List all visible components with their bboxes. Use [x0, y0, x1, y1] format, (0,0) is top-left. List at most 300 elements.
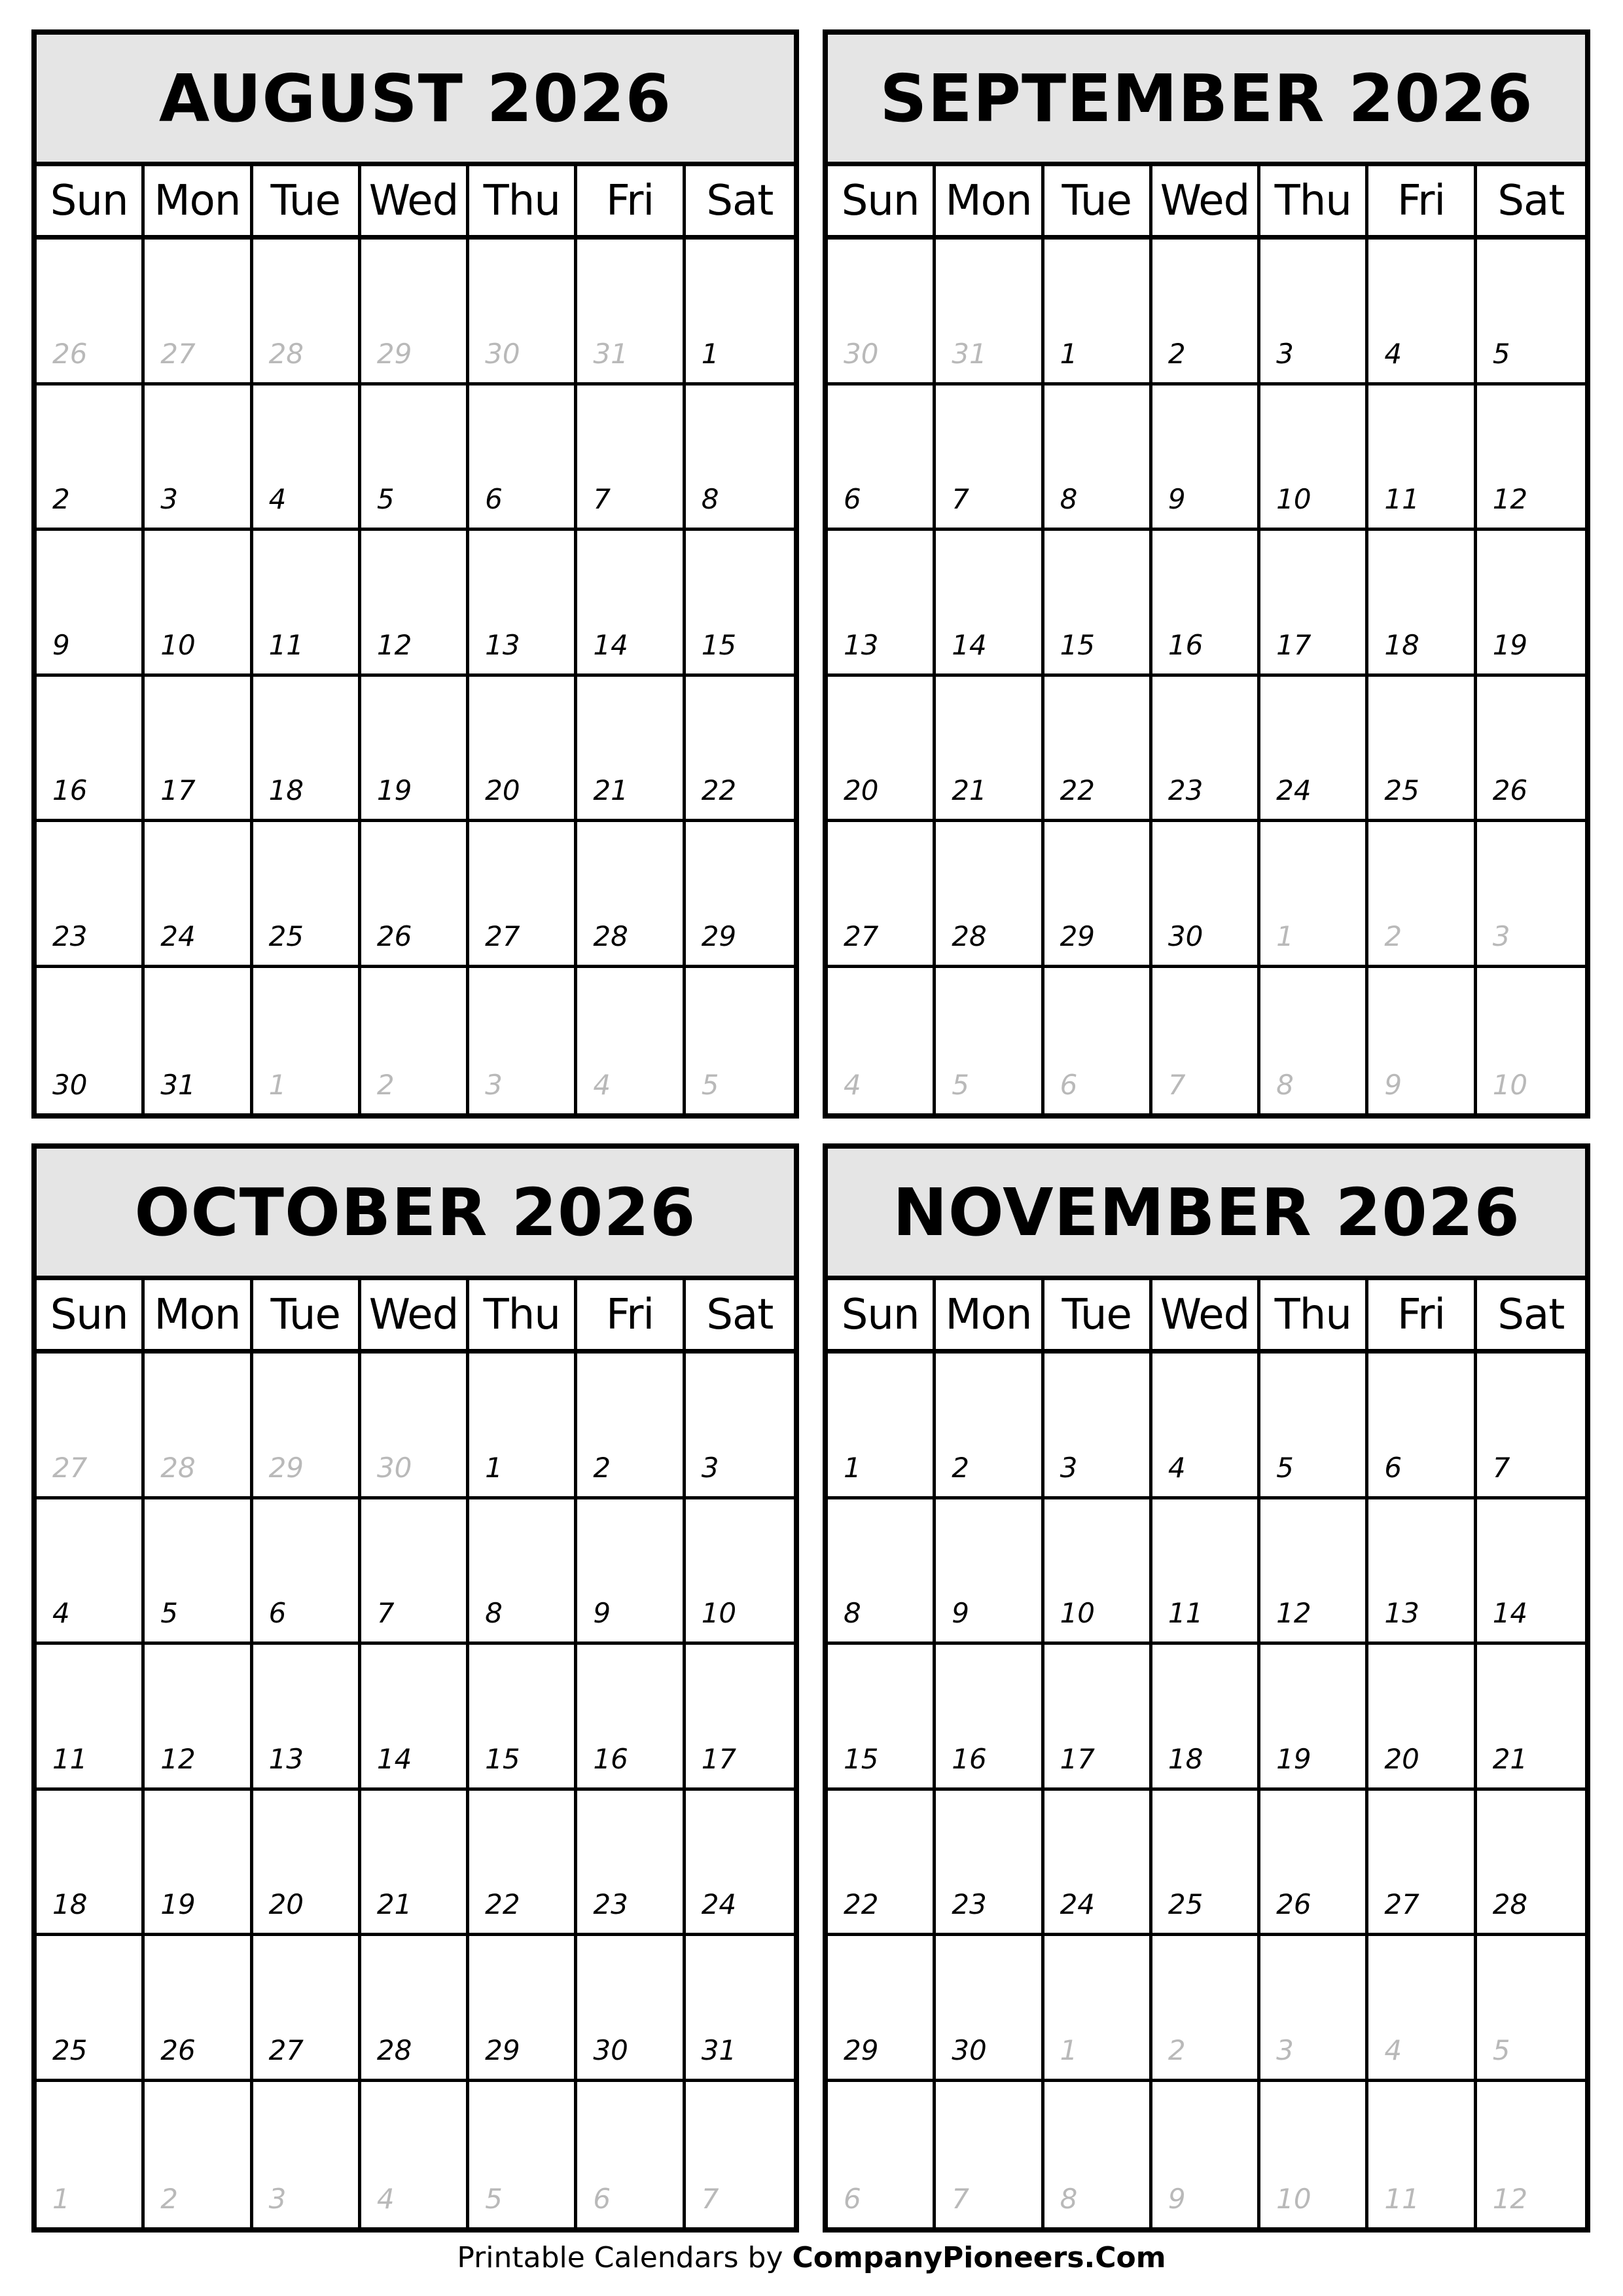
day-cell	[469, 531, 577, 677]
day-number: 31	[952, 337, 987, 370]
day-number: 3	[701, 1451, 719, 1484]
calendar-september	[823, 29, 1590, 1119]
day-cell	[469, 1645, 577, 1791]
day-cell-other-month	[253, 1354, 361, 1499]
day-cell	[577, 822, 685, 968]
day-cell	[1368, 1354, 1476, 1499]
day-number: 18	[1384, 628, 1419, 661]
day-cell	[1152, 1499, 1260, 1645]
month-title: OCTOBER 2026	[37, 1149, 794, 1280]
day-cell	[1368, 531, 1476, 677]
day-cell	[253, 822, 361, 968]
day-number: 28	[160, 1451, 196, 1484]
day-cell-other-month	[145, 2082, 253, 2228]
day-number: 16	[952, 1742, 987, 1775]
day-number: 1	[52, 2183, 70, 2215]
day-cell-other-month	[1477, 968, 1585, 1114]
day-number: 2	[160, 2183, 179, 2215]
day-cell	[253, 1791, 361, 1937]
day-cell	[1260, 1791, 1368, 1937]
day-number: 3	[160, 483, 179, 515]
day-cell	[1368, 1645, 1476, 1791]
day-number: 29	[701, 920, 737, 952]
day-number: 5	[1276, 1451, 1294, 1484]
day-number: 18	[52, 1888, 88, 1920]
day-cell-other-month	[145, 1354, 253, 1499]
day-number: 17	[1060, 1742, 1096, 1775]
day-cell	[37, 1936, 145, 2082]
day-cell-other-month	[1368, 2082, 1476, 2228]
weekday-label: Wed	[361, 166, 469, 235]
day-number: 7	[376, 1597, 395, 1629]
day-number: 1	[1276, 920, 1294, 952]
day-cell-other-month	[361, 2082, 469, 2228]
day-cell	[145, 1645, 253, 1791]
day-number: 21	[376, 1888, 412, 1920]
day-number: 26	[376, 920, 412, 952]
day-number: 7	[952, 483, 970, 515]
day-cell	[1044, 240, 1152, 386]
day-number: 2	[593, 1451, 611, 1484]
day-cell-other-month	[828, 2082, 936, 2228]
day-cell	[361, 1499, 469, 1645]
day-number: 2	[952, 1451, 970, 1484]
month-title: SEPTEMBER 2026	[828, 35, 1585, 166]
day-cell	[1152, 386, 1260, 531]
day-cell	[577, 531, 685, 677]
day-number: 8	[844, 1597, 861, 1629]
day-number: 9	[1168, 2183, 1186, 2215]
day-cell	[469, 1354, 577, 1499]
day-cell	[1044, 386, 1152, 531]
day-cell-other-month	[1044, 1936, 1152, 2082]
day-number: 28	[952, 920, 987, 952]
day-cell	[37, 1499, 145, 1645]
day-cell-other-month	[577, 2082, 685, 2228]
day-number: 5	[952, 1069, 970, 1101]
day-number: 2	[52, 483, 70, 515]
day-cell	[828, 531, 936, 677]
day-number: 3	[1276, 337, 1294, 370]
day-number: 21	[952, 774, 987, 806]
day-number: 8	[1060, 483, 1078, 515]
day-number: 8	[1060, 2183, 1078, 2215]
day-number: 8	[701, 483, 719, 515]
day-number: 22	[844, 1888, 879, 1920]
weekday-label: Sat	[1497, 1290, 1565, 1339]
day-cell	[253, 677, 361, 823]
day-number: 5	[1492, 2034, 1510, 2066]
day-cell-other-month	[686, 2082, 794, 2228]
weekday-label: Wed	[1152, 1280, 1260, 1349]
day-grid	[37, 240, 794, 1113]
weekday-label: Thu	[469, 166, 577, 235]
weekday-header-row	[37, 166, 794, 240]
day-cell	[936, 677, 1044, 823]
month-title: NOVEMBER 2026	[828, 1149, 1585, 1280]
day-cell-other-month	[361, 968, 469, 1114]
day-number: 17	[1276, 628, 1311, 661]
day-cell	[686, 386, 794, 531]
day-cell	[1044, 1499, 1152, 1645]
day-number: 6	[485, 483, 503, 515]
day-cell	[686, 531, 794, 677]
day-cell	[1260, 240, 1368, 386]
day-cell-other-month	[361, 240, 469, 386]
day-cell-other-month	[828, 240, 936, 386]
day-cell	[253, 1645, 361, 1791]
day-number: 6	[593, 2183, 611, 2215]
day-cell-other-month	[361, 1354, 469, 1499]
day-cell	[361, 1645, 469, 1791]
day-cell	[1477, 677, 1585, 823]
day-number: 24	[701, 1888, 737, 1920]
day-number: 3	[1060, 1451, 1078, 1484]
day-number: 6	[844, 2183, 861, 2215]
day-cell	[1477, 1354, 1585, 1499]
day-number: 27	[844, 920, 879, 952]
day-number: 14	[952, 628, 987, 661]
day-number: 11	[268, 628, 304, 661]
day-number: 20	[485, 774, 520, 806]
day-number: 25	[1168, 1888, 1204, 1920]
day-cell-other-month	[37, 1354, 145, 1499]
day-cell	[1368, 1499, 1476, 1645]
day-cell	[1477, 1645, 1585, 1791]
day-number: 23	[52, 920, 88, 952]
calendar-august	[31, 29, 799, 1119]
day-number: 15	[1060, 628, 1096, 661]
day-number: 2	[376, 1069, 395, 1101]
day-cell-other-month	[1477, 1936, 1585, 2082]
day-cell	[361, 677, 469, 823]
day-cell-other-month	[577, 240, 685, 386]
day-cell-other-month	[1477, 822, 1585, 968]
day-cell	[686, 1791, 794, 1937]
day-number: 10	[160, 628, 196, 661]
day-number: 9	[1168, 483, 1186, 515]
day-cell	[1152, 531, 1260, 677]
day-cell-other-month	[1477, 2082, 1585, 2228]
day-cell	[361, 1936, 469, 2082]
day-cell-other-month	[828, 968, 936, 1114]
day-cell	[577, 386, 685, 531]
day-cell-other-month	[1368, 822, 1476, 968]
day-cell	[469, 1936, 577, 2082]
day-number: 30	[52, 1069, 88, 1101]
day-number: 27	[160, 337, 196, 370]
day-cell	[469, 1791, 577, 1937]
day-number: 12	[160, 1742, 196, 1775]
day-grid	[828, 1354, 1585, 2227]
day-number: 4	[1384, 337, 1402, 370]
weekday-header-row	[828, 166, 1585, 240]
day-cell	[1368, 677, 1476, 823]
day-number: 30	[376, 1451, 412, 1484]
day-number: 5	[376, 483, 395, 515]
day-number: 20	[268, 1888, 304, 1920]
day-number: 3	[1276, 2034, 1294, 2066]
day-cell	[1260, 1499, 1368, 1645]
day-cell	[37, 822, 145, 968]
day-cell-other-month	[1152, 968, 1260, 1114]
day-cell-other-month	[577, 968, 685, 1114]
day-cell	[361, 531, 469, 677]
weekday-label: Tue	[253, 166, 361, 235]
day-number: 5	[160, 1597, 179, 1629]
day-number: 9	[1384, 1069, 1402, 1101]
day-number: 11	[1168, 1597, 1204, 1629]
day-number: 7	[593, 483, 611, 515]
day-number: 6	[268, 1597, 287, 1629]
day-cell	[145, 822, 253, 968]
day-cell	[145, 968, 253, 1114]
day-cell	[1260, 677, 1368, 823]
day-cell-other-month	[1260, 968, 1368, 1114]
day-number: 10	[1276, 483, 1311, 515]
day-number: 29	[376, 337, 412, 370]
weekday-label: Thu	[1260, 1280, 1368, 1349]
month-title: AUGUST 2026	[37, 35, 794, 166]
day-number: 27	[1384, 1888, 1419, 1920]
day-number: 26	[160, 2034, 196, 2066]
weekday-label: Tue	[1044, 1280, 1152, 1349]
day-number: 12	[1276, 1597, 1311, 1629]
day-cell	[828, 677, 936, 823]
day-cell	[469, 1499, 577, 1645]
day-cell	[1152, 1354, 1260, 1499]
day-cell	[145, 1936, 253, 2082]
weekday-label: Mon	[145, 1280, 253, 1349]
day-cell-other-month	[469, 968, 577, 1114]
day-number: 30	[844, 337, 879, 370]
day-number: 13	[485, 628, 520, 661]
day-number: 28	[376, 2034, 412, 2066]
day-cell	[1152, 1791, 1260, 1937]
day-number: 10	[701, 1597, 737, 1629]
day-number: 25	[52, 2034, 88, 2066]
day-cell	[1260, 386, 1368, 531]
day-number: 24	[1276, 774, 1311, 806]
footer-brand-link[interactable]: CompanyPioneers.Com	[792, 2241, 1166, 2274]
day-number: 27	[52, 1451, 88, 1484]
calendar-november	[823, 1143, 1590, 2233]
day-number: 4	[1384, 2034, 1402, 2066]
day-cell-other-month	[1152, 2082, 1260, 2228]
day-cell-other-month	[1152, 1936, 1260, 2082]
day-cell	[361, 1791, 469, 1937]
day-number: 8	[1276, 1069, 1294, 1101]
day-cell-other-month	[1044, 2082, 1152, 2228]
day-number: 11	[1384, 483, 1419, 515]
day-number: 29	[268, 1451, 304, 1484]
day-cell-other-month	[469, 240, 577, 386]
day-number: 10	[1060, 1597, 1096, 1629]
day-cell	[686, 1499, 794, 1645]
day-cell	[577, 1936, 685, 2082]
day-number: 1	[268, 1069, 287, 1101]
day-cell-other-month	[253, 968, 361, 1114]
day-cell	[1044, 1791, 1152, 1937]
day-cell-other-month	[1260, 1936, 1368, 2082]
day-cell	[1152, 240, 1260, 386]
day-number: 10	[1276, 2183, 1311, 2215]
day-cell	[145, 1499, 253, 1645]
day-cell	[469, 822, 577, 968]
weekday-label: Fri	[1368, 1280, 1476, 1349]
day-cell-other-month	[253, 240, 361, 386]
day-cell	[1044, 1354, 1152, 1499]
day-number: 1	[1060, 2034, 1078, 2066]
day-number: 13	[844, 628, 879, 661]
day-number: 22	[485, 1888, 520, 1920]
day-number: 9	[952, 1597, 970, 1629]
weekday-label: Tue	[1044, 166, 1152, 235]
day-cell	[686, 1645, 794, 1791]
day-cell-other-month	[253, 2082, 361, 2228]
day-cell	[1044, 822, 1152, 968]
weekday-header-row	[37, 1280, 794, 1354]
day-number: 3	[485, 1069, 503, 1101]
weekday-header-row	[828, 1280, 1585, 1354]
footer-credit	[0, 2241, 1623, 2274]
day-number: 28	[593, 920, 628, 952]
day-number: 26	[1492, 774, 1528, 806]
day-cell	[145, 531, 253, 677]
weekday-label: Thu	[469, 1280, 577, 1349]
day-cell-other-month	[686, 968, 794, 1114]
day-cell	[37, 386, 145, 531]
day-cell	[469, 386, 577, 531]
day-cell-other-month	[936, 240, 1044, 386]
weekday-label: Mon	[936, 1280, 1044, 1349]
day-number: 17	[160, 774, 196, 806]
day-cell	[577, 1354, 685, 1499]
day-number: 31	[701, 2034, 737, 2066]
day-number: 21	[593, 774, 628, 806]
day-cell	[1477, 531, 1585, 677]
day-cell	[1477, 386, 1585, 531]
day-cell-other-month	[936, 2082, 1044, 2228]
day-cell	[253, 386, 361, 531]
day-cell	[253, 1936, 361, 2082]
day-cell-other-month	[37, 240, 145, 386]
day-cell	[577, 677, 685, 823]
day-cell	[936, 1936, 1044, 2082]
day-cell-other-month	[1260, 822, 1368, 968]
day-number: 30	[593, 2034, 628, 2066]
day-cell	[936, 1354, 1044, 1499]
weekday-label: Sun	[828, 1280, 936, 1349]
day-number: 20	[844, 774, 879, 806]
day-number: 9	[593, 1597, 611, 1629]
day-number: 2	[1168, 337, 1186, 370]
day-number: 3	[1492, 920, 1510, 952]
day-number: 13	[1384, 1597, 1419, 1629]
day-cell	[145, 1791, 253, 1937]
weekday-label: Fri	[577, 166, 685, 235]
weekday-label: Sun	[828, 166, 936, 235]
day-cell	[37, 968, 145, 1114]
day-cell	[1477, 240, 1585, 386]
day-number: 6	[844, 483, 861, 515]
day-cell	[37, 677, 145, 823]
day-number: 25	[1384, 774, 1419, 806]
footer-prefix: Printable Calendars by	[457, 2241, 793, 2274]
weekday-label: Sun	[37, 1280, 145, 1349]
day-cell	[1368, 386, 1476, 531]
day-number: 28	[268, 337, 304, 370]
day-number: 12	[1492, 2183, 1528, 2215]
day-number: 28	[1492, 1888, 1528, 1920]
day-cell-other-month	[469, 2082, 577, 2228]
day-cell	[253, 531, 361, 677]
day-number: 11	[1384, 2183, 1419, 2215]
day-number: 13	[268, 1742, 304, 1775]
weekday-label: Fri	[1368, 166, 1476, 235]
day-number: 9	[52, 628, 70, 661]
day-number: 23	[1168, 774, 1204, 806]
weekday-label: Fri	[577, 1280, 685, 1349]
day-cell	[1044, 677, 1152, 823]
day-cell	[1477, 1499, 1585, 1645]
day-number: 4	[844, 1069, 861, 1101]
day-number: 7	[1492, 1451, 1510, 1484]
day-cell	[253, 1499, 361, 1645]
day-number: 22	[1060, 774, 1096, 806]
day-number: 16	[1168, 628, 1204, 661]
day-number: 26	[1276, 1888, 1311, 1920]
day-number: 19	[376, 774, 412, 806]
day-number: 4	[593, 1069, 611, 1101]
day-number: 14	[376, 1742, 412, 1775]
day-cell-other-month	[37, 2082, 145, 2228]
day-number: 19	[1492, 628, 1528, 661]
day-cell	[828, 1499, 936, 1645]
day-number: 1	[1060, 337, 1078, 370]
day-number: 6	[1060, 1069, 1078, 1101]
day-cell	[936, 1791, 1044, 1937]
day-number: 1	[485, 1451, 503, 1484]
day-cell	[37, 1791, 145, 1937]
weekday-label: Sat	[706, 176, 774, 225]
day-number: 2	[1384, 920, 1402, 952]
day-number: 15	[844, 1742, 879, 1775]
day-number: 17	[701, 1742, 737, 1775]
day-cell-other-month	[1368, 968, 1476, 1114]
day-cell	[577, 1645, 685, 1791]
day-number: 3	[268, 2183, 287, 2215]
day-number: 14	[593, 628, 628, 661]
day-number: 10	[1492, 1069, 1528, 1101]
day-number: 24	[1060, 1888, 1096, 1920]
day-cell	[828, 386, 936, 531]
day-number: 8	[485, 1597, 503, 1629]
weekday-label: Thu	[1260, 166, 1368, 235]
day-grid	[828, 240, 1585, 1113]
day-cell	[1260, 1645, 1368, 1791]
day-cell	[936, 386, 1044, 531]
day-cell	[828, 822, 936, 968]
day-number: 1	[844, 1451, 861, 1484]
day-number: 30	[485, 337, 520, 370]
day-number: 30	[1168, 920, 1204, 952]
day-number: 29	[485, 2034, 520, 2066]
day-cell	[828, 1645, 936, 1791]
weekday-label: Tue	[253, 1280, 361, 1349]
day-cell	[828, 1354, 936, 1499]
day-cell-other-month	[1368, 1936, 1476, 2082]
